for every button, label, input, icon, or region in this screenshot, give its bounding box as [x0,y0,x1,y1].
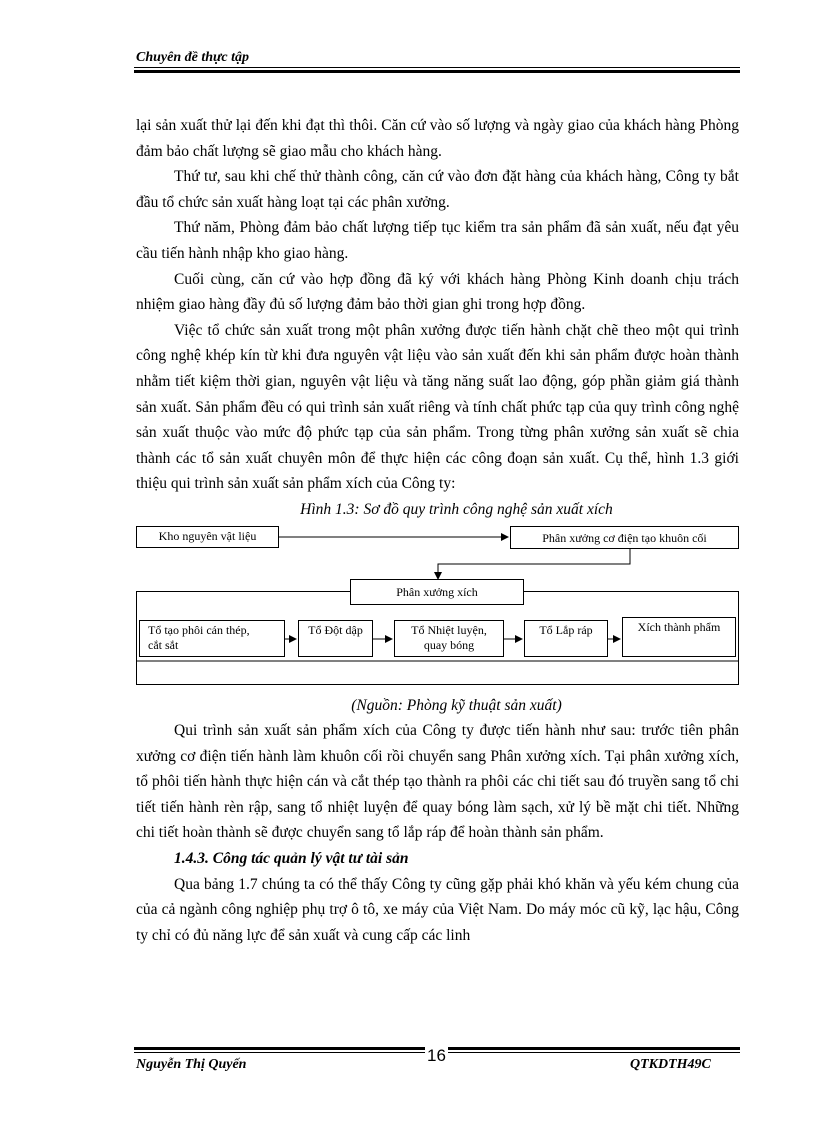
punch-team-box: Tổ Đột dập [298,620,373,657]
footer-class-code: QTKDTH49C [630,1057,711,1072]
heat-treatment-team-box [394,620,504,657]
warehouse-box: Kho nguyên vật liệu [136,526,279,548]
paragraph-continuation: lại sản xuất thử lại đến khi đạt thì thôi. Căn cứ vào số lượng và ngày giao của khách hàng Phòng đảm bảo chất lượng sẽ giao mẫu cho khách hàng. [136,117,739,160]
paragraph-production-organization: Việc tổ chức sản xuất trong một phân xưởng được tiến hành chặt chẽ theo một qui trình công nghệ khép kín từ khi đưa nguyên vật liệu vào sản xuất đến khi sản phẩm được hoàn thành nhằm tiết kiệm thời gian, nguyên vật liệu và tăng năng suất lao động, góp phần giảm giá thành sản xuất. Sản phẩm đều có qui trình sản xuất riêng và tính chất phức tạp của quy trình công nghệ sản xuất thuộc vào mức độ phức tạp của sản phẩm. Trong từng phân xưởng sản xuất sẽ chia thành các tổ sản xuất chuyên môn để thực hiện các công đoạn sản xuất. Cụ thể, hình 1.3 giới thiệu qui trình sản xuất sản phẩm xích của Công ty: [136,321,739,493]
blank-team-line2: cắt sắt [148,637,179,652]
figure-caption: Hình 1.3: Sơ đồ quy trình công nghệ sản xuất xích [300,500,613,518]
blank-team-line1: Tổ tạo phôi cán thép, [148,622,250,637]
process-flow-diagram [136,523,739,693]
body-text [136,113,739,948]
finished-product-box: Xích thành phẩm [622,617,736,657]
header-rule-thin [134,67,740,68]
paragraph-final-step: Cuối cùng, căn cứ vào hợp đồng đã ký với khách hàng Phòng Kinh doanh chịu trách nhiệm giao hàng đầy đủ số lượng đảm bảo thời gian ghi trong hợp đồng. [136,270,739,314]
paragraph-materials-management: Qua bảng 1.7 chúng ta có thể thấy Công ty cũng gặp phải khó khăn và yếu kém chung của của cả ngành công nghiệp phụ trợ ô tô, xe máy của Việt Nam. Do máy móc cũ kỹ, lạc hậu, Công ty chỉ có đủ năng lực để sản xuất và cung cấp các linh [136,875,739,944]
paragraph-step-five: Thứ năm, Phòng đảm bảo chất lượng tiếp tục kiểm tra sản phẩm đã sản xuất, nếu đạt yêu cầu tiến hành nhập kho giao hàng. [136,219,739,262]
assembly-team-box: Tổ Lắp ráp [524,620,608,657]
blank-team-box [139,620,285,657]
section-heading: 1.4.3. Công tác quản lý vật tư tài sản [174,850,409,868]
page-number: 16 [427,1046,446,1065]
figure-source: (Nguồn: Phòng kỹ thuật sản xuất) [351,696,562,714]
heat-team-line1: Tổ Nhiệt luyện, [411,622,487,637]
paragraph-step-four: Thứ tư, sau khi chế thử thành công, căn cứ vào đơn đặt hàng của khách hàng, Công ty bắt đầu tổ chức sản xuất hàng loạt tại các phân xưởng. [136,168,739,211]
arrow-mechanical-to-chain [438,549,630,579]
heat-team-line2: quay bóng [423,637,475,652]
paragraph-chain-process: Qui trình sản xuất sản phẩm xích của Công ty được tiến hành như sau: trước tiên phân xưởng cơ điện tiến hành làm khuôn cối rồi chuyển sang Phân xưởng xích. Tại phân xưởng xích, tổ phôi tiến hành thực hiện cán và cắt thép tạo thành ra phôi các chi tiết sau đó truyền sang tổ chi tiết tiến hành rèn rập, sang tổ nhiệt luyện để quay bóng làm sạch, xử lý bề mặt chi tiết. Những chi tiết hoàn thành sẽ được chuyển sang tổ lắp ráp để hoàn thành sản phẩm. [136,722,739,842]
footer-author: Nguyễn Thị Quyến [136,1057,247,1072]
chain-workshop-box: Phân xưởng xích [350,579,524,605]
running-header-title: Chuyên đề thực tập [136,50,250,65]
mechanical-workshop-box: Phân xưởng cơ điện tạo khuôn cối [510,526,739,549]
header-rule-thick [134,70,740,73]
